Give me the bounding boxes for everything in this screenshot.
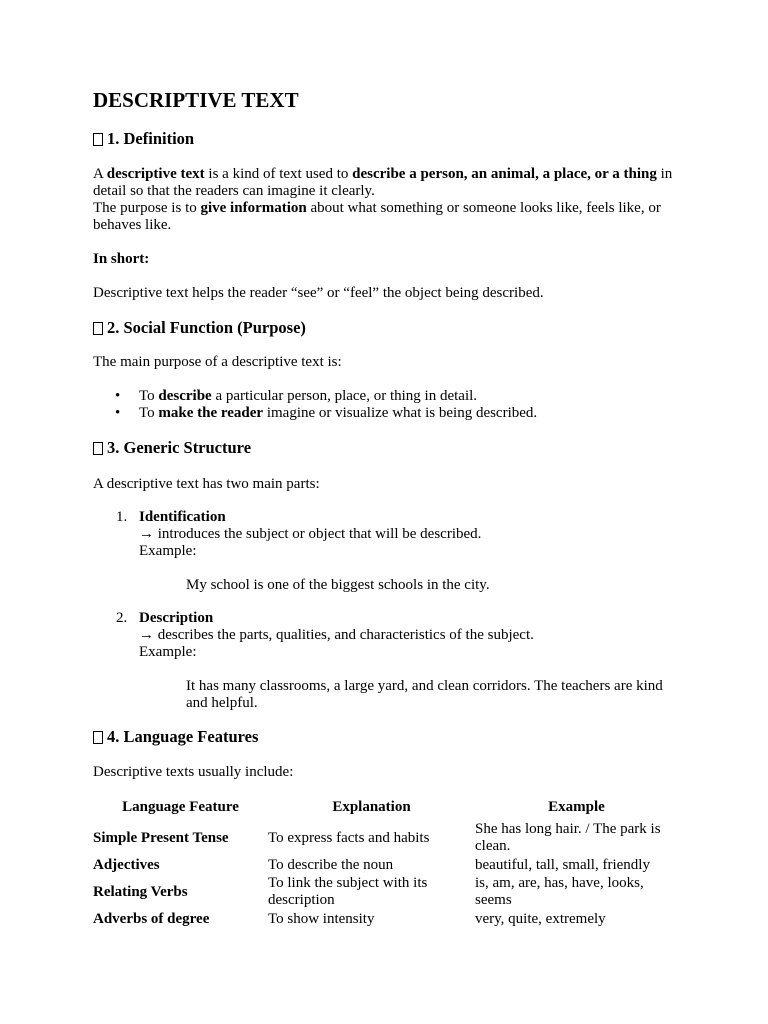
table-cell: is, am, are, has, have, looks, seems [475, 875, 644, 908]
missing-glyph-icon [93, 442, 103, 455]
table-cell: very, quite, extremely [475, 910, 606, 927]
language-features-table [93, 794, 678, 928]
in-short-text: Descriptive text helps the reader “see” or “feel” the object being described. [93, 285, 544, 301]
missing-glyph-icon [93, 133, 103, 146]
section-heading-language-features: 4. Language Features [93, 727, 258, 747]
table-header-row [93, 794, 678, 820]
language-intro: Descriptive texts usually include: [93, 764, 294, 780]
table-cell: Adjectives [93, 856, 160, 873]
table-row [93, 910, 678, 928]
table-cell: To express facts and habits [268, 829, 430, 846]
table-cell: beautiful, tall, small, friendly [475, 856, 650, 873]
list-number: 1. [116, 509, 128, 525]
section-heading-definition: 1. Definition [93, 129, 194, 149]
table-cell: To describe the noun [268, 856, 394, 873]
structure-item-description: Description → describes the parts, qualities, and characteristics of the subject. Example: [139, 610, 534, 660]
table-cell: To show intensity [268, 910, 375, 927]
bullet-icon: • [115, 405, 121, 421]
table-row [93, 820, 678, 856]
column-header: Explanation [332, 798, 411, 815]
structure-item-identification: Identification → introduces the subject or object that will be described. Example: [139, 509, 482, 559]
definition-paragraph: A descriptive text is a kind of text used to describe a person, an animal, a place, or a thing in detail so that the readers can imagine it clearly. The purpose is to give information about what something or someone looks like, feels like, or behaves like. [93, 166, 673, 233]
example-text: It has many classrooms, a large yard, and clean corridors. The teachers are kind and helpful. [186, 678, 663, 711]
structure-intro: A descriptive text has two main parts: [93, 476, 320, 492]
list-number: 2. [116, 610, 128, 626]
table-cell: To link the subject with its description [268, 875, 428, 908]
section-heading-social-function: 2. Social Function (Purpose) [93, 318, 306, 338]
document-page: DESCRIPTIVE TEXT 1. Definition A descriptive text is a kind of text used to describe a person, an animal, a place, or a thing in detail so that the readers can imagine it clearly. The purpose is to give information about what something or someone looks like, feels like, or behaves like. In short: Descriptive text helps the reader “see” or “feel” the object being described. 2. Social Function (Purpose) The main purpose of a descriptive text is: • To describe a particular person, place, or thing in detail. • To make the reader imagine or visualize what is being described. 3. Generic Structure A descriptive text has two main parts: 1. Identification → introduces the subject or object that will be described. Example: My school is one of the biggest schools in the city. 2. Description → describes the parts, qualities, and characteristics of the subject. Example: It has many classrooms, a large yard, and clean corridors. The teachers are kind and helpful. 4. Language Features Descriptive texts usually include: Language Feature Explanation Example Simple Present Tense To express facts and habits She has long hair. / The park is clean. Adjectives To describe the noun beautiful, tall, small, friendly Relating Verbs To link the subject with its description is, am, are, has, have, looks, seems Adverbs of degree To show intensity very, quite, extremely [0, 0, 768, 1024]
missing-glyph-icon [93, 322, 103, 335]
section-heading-generic-structure: 3. Generic Structure [93, 438, 251, 458]
table-row [93, 874, 678, 910]
column-header: Language Feature [122, 798, 239, 815]
table-cell: Relating Verbs [93, 883, 188, 900]
missing-glyph-icon [93, 731, 103, 744]
page-title: DESCRIPTIVE TEXT [93, 88, 299, 112]
social-intro: The main purpose of a descriptive text is: [93, 354, 342, 370]
table-row [93, 856, 678, 874]
table-cell: She has long hair. / The park is clean. [475, 821, 661, 854]
bullet-icon: • [115, 388, 121, 404]
column-header: Example [548, 798, 605, 815]
table-cell: Simple Present Tense [93, 829, 229, 846]
in-short-label: In short: [93, 251, 150, 267]
table-cell: Adverbs of degree [93, 910, 210, 927]
example-text: My school is one of the biggest schools in the city. [186, 577, 490, 593]
